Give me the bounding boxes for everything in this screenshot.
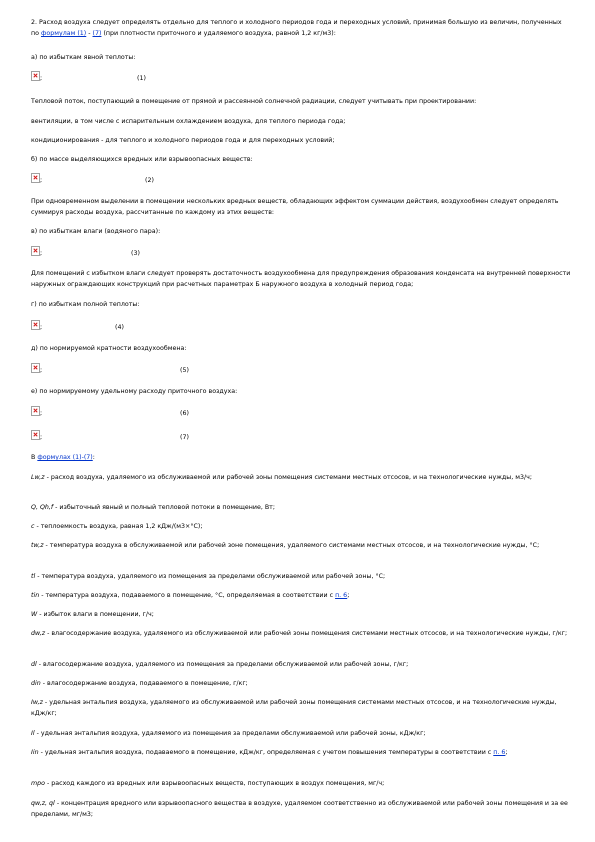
equation-comma: ;: [40, 324, 43, 331]
equation-comma: ;: [40, 367, 43, 374]
definition-item: [31, 521, 571, 532]
definition-item: [31, 502, 571, 513]
ventilation-paragraph: вентиляции, в том числе с испарительным охлаждением воздуха, для теплого периода года;: [31, 118, 346, 125]
definition-symbol: qw,z, ql: [31, 800, 55, 807]
broken-image-icon: [31, 71, 40, 81]
definition-symbol: dl: [31, 661, 37, 668]
definition-text: - избыток влаги в помещении, г/ч;: [37, 611, 154, 618]
simultaneous-paragraph: При одновременном выделении в помещении нескольких вредных веществ, обладающих эффектом суммации действия, воздухообмен следует определять суммируя расходы воздуха, рассчитанные по каждому из этих веществ:: [31, 198, 559, 216]
definition-text: - температура воздуха, удаляемого из помещения за пределами обслуживаемой или рабочей зоны, °С;: [35, 573, 386, 580]
broken-image-icon: [31, 406, 40, 416]
equation-number-3: (3): [131, 250, 140, 257]
definition-item: [31, 472, 571, 483]
definition-text: - влагосодержание воздуха, удаляемого из помещения за пределами обслуживаемой или рабочей зоны, г/кг;: [36, 661, 409, 668]
definition-symbol: tin: [31, 592, 40, 599]
clause-6-link[interactable]: п. 6: [335, 592, 348, 599]
equation-comma: ;: [40, 177, 43, 184]
definition-item: [31, 628, 571, 639]
definition-symbol: Il: [31, 730, 35, 737]
definition-text: - избыточный явный и полный тепловой потоки в помещение, Вт;: [53, 504, 275, 511]
definition-item: [31, 571, 571, 582]
definition-symbol: tl: [31, 573, 36, 580]
heat-flux-paragraph: Тепловой поток, поступающий в помещение от прямой и рассеянной солнечной радиации, следует учитывать при проектировании:: [31, 98, 477, 105]
definition-text: - расход воздуха, удаляемого из обслуживаемой или рабочей зоны помещения системами местных отсосов, и на технологические нужды, м3/ч;: [44, 474, 532, 481]
conditioning-paragraph: кондиционирования - для теплого и холодного периодов года и для переходных условий;: [31, 137, 335, 144]
broken-image-icon: [31, 430, 40, 440]
formulas-intro-prefix: В: [31, 454, 38, 461]
formulas-intro-suffix: :: [92, 454, 95, 461]
equation-number-1: (1): [137, 75, 146, 82]
definition-symbol: c: [31, 523, 35, 530]
definition-item: [31, 697, 571, 719]
definition-text: - влагосодержание воздуха, подаваемого в помещение, г/кг;: [40, 680, 248, 687]
equation-comma: ;: [40, 75, 43, 82]
definition-tail: ;: [347, 592, 350, 599]
definition-item: [31, 659, 571, 670]
definition-symbol: dw,z: [31, 630, 46, 637]
definition-symbol: tw,z: [31, 542, 44, 549]
formulas-1-7-link[interactable]: формулах (1)-(7): [37, 454, 93, 461]
definition-text: - удельная энтальпия воздуха, удаляемого из обслуживаемой или рабочей зоны помещения системами местных отсосов, и на технологические нужды, кДж/кг;: [31, 699, 557, 717]
equation-comma: ;: [40, 434, 43, 441]
definition-symbol: Iw,z: [31, 699, 43, 706]
intro-dash: -: [86, 30, 93, 37]
definition-symbol: Lw,z: [31, 474, 45, 481]
intro-tail: (при плотности приточного и удаляемого воздуха, равной 1,2 кг/м3):: [101, 30, 336, 37]
definition-item: [31, 678, 571, 689]
excess-moisture-paragraph: Для помещений с избытком влаги следует проверять достаточность воздухообмена для предупреждения образования конденсата на внутренней поверхности наружных ограждающих конструкций при расчетных параметрах Б наружного воздуха в холодный период года;: [31, 270, 571, 288]
definition-item: [31, 590, 571, 601]
section-g-title: г) по избыткам полной теплоты:: [31, 301, 140, 308]
definition-item: [31, 798, 571, 820]
definition-item: [31, 778, 571, 789]
equation-number-2: (2): [145, 177, 154, 184]
section-a-title: а) по избыткам явной теплоты:: [31, 54, 136, 61]
definition-symbol: din: [31, 680, 41, 687]
definition-symbol: W: [31, 611, 38, 618]
definition-text: - теплоемкость воздуха, равная 1,2 кДж/(м3×°С);: [34, 523, 203, 530]
formulas-intro: [31, 452, 571, 463]
definition-symbol: Q, Qh,f: [31, 504, 54, 511]
section-e-title: е) по нормируемому удельному расходу приточного воздуха:: [31, 388, 238, 395]
definition-text: - влагосодержание воздуха, удаляемого из обслуживаемой или рабочей зоны помещения системами местных отсосов, и на технологические нужды, г/кг;: [45, 630, 568, 637]
definition-item: [31, 609, 571, 620]
definition-text: - температура воздуха в обслуживаемой или рабочей зоне помещения, удаляемого системами местных отсосов, и на технологические нужды, °С;: [43, 542, 540, 549]
intro-text: 2. Расход воздуха следует определять отдельно для теплого и холодного периодов года и переходных условий, принимая большую из величин, полученных по: [31, 19, 562, 37]
definition-text: - удельная энтальпия воздуха, подаваемого в помещение, кДж/кг, определяемая с учетом повышения температуры в соответствии с: [38, 749, 494, 756]
definition-text: - удельная энтальпия воздуха, удаляемого из помещения за пределами обслуживаемой или рабочей зоны, кДж/кг;: [34, 730, 426, 737]
definition-item: [31, 747, 571, 758]
clause-6-link[interactable]: п. 6: [493, 749, 506, 756]
section-d-title: д) по нормируемой кратности воздухообмена:: [31, 345, 187, 352]
intro-paragraph: [31, 17, 571, 39]
broken-image-icon: [31, 246, 40, 256]
equation-comma: ;: [40, 410, 43, 417]
definition-text: - расход каждого из вредных или взрывоопасных веществ, поступающих в воздух помещения, мг/ч;: [44, 780, 385, 787]
broken-image-icon: [31, 363, 40, 373]
equation-number-4: (4): [115, 324, 124, 331]
broken-image-icon: [31, 173, 40, 183]
formula-7-link[interactable]: (7): [92, 30, 102, 37]
definition-symbol: Iin: [31, 749, 39, 756]
equation-number-5: (5): [180, 367, 189, 374]
definition-symbol: mpo: [31, 780, 45, 787]
equation-number-6: (6): [180, 410, 189, 417]
definition-text: - температура воздуха, подаваемого в помещение, °С, определяемая в соответствии с: [39, 592, 336, 599]
formula-1-link[interactable]: формулам (1): [40, 30, 87, 37]
equation-number-7: (7): [180, 434, 189, 441]
broken-image-icon: [31, 320, 40, 330]
section-v-title: в) по избыткам влаги (водяного пара):: [31, 228, 161, 235]
definition-item: [31, 728, 571, 739]
section-b-title: б) по массе выделяющихся вредных или взрывоопасных веществ:: [31, 156, 253, 163]
definition-text: - концентрация вредного или взрывоопасного вещества в воздухе, удаляемом соответственно из обслуживаемой или рабочей зоны помещения и за ее пределами, мг/м3;: [31, 800, 568, 818]
definition-tail: ;: [505, 749, 508, 756]
definition-item: [31, 540, 571, 551]
equation-comma: ;: [40, 250, 43, 257]
